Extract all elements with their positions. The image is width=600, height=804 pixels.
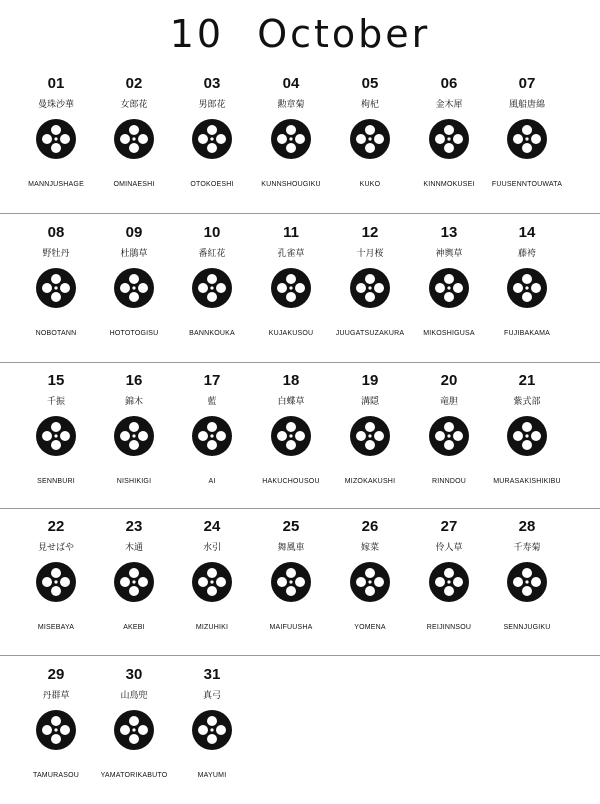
flower-kanji: 孔雀草 bbox=[277, 249, 305, 259]
mizokakushi-crest-icon bbox=[348, 414, 392, 458]
day-cell bbox=[173, 362, 251, 510]
day-number: 26 bbox=[361, 518, 379, 535]
day-cell bbox=[95, 362, 173, 510]
kinmokusei-crest-icon bbox=[427, 117, 471, 161]
flower-kanji: 女郎花 bbox=[120, 100, 148, 110]
flower-romaji: KUNNSHOUGIKU bbox=[261, 181, 321, 188]
yamatorikabuto-crest-icon bbox=[112, 708, 156, 752]
senburi-crest-icon bbox=[34, 414, 78, 458]
flower-kanji: 番紅花 bbox=[198, 249, 226, 259]
day-number: 06 bbox=[440, 75, 458, 92]
maifuusha-crest-icon bbox=[269, 560, 313, 604]
day-number: 08 bbox=[47, 224, 65, 241]
flower-kanji: 藤袴 bbox=[517, 249, 536, 259]
day-number: 11 bbox=[283, 224, 299, 241]
day-cell bbox=[331, 362, 409, 510]
yomena-crest-icon bbox=[348, 560, 392, 604]
hakuchousou-crest-icon bbox=[269, 414, 313, 458]
day-number: 30 bbox=[125, 666, 143, 683]
day-cell bbox=[173, 214, 251, 362]
day-cell bbox=[17, 508, 95, 656]
flower-romaji: SENNJUGIKU bbox=[503, 624, 551, 631]
day-number: 20 bbox=[440, 372, 458, 389]
flower-romaji: MIKOSHIGUSA bbox=[423, 330, 475, 337]
day-cell bbox=[331, 65, 409, 213]
flower-romaji: YAMATORIKABUTO bbox=[100, 772, 168, 779]
flower-romaji: SENNBURI bbox=[37, 478, 75, 485]
kujakusou-crest-icon bbox=[269, 266, 313, 310]
flower-kanji: 千振 bbox=[46, 397, 65, 407]
flower-kanji: 山鳥兜 bbox=[120, 691, 148, 701]
day-cell bbox=[95, 656, 173, 804]
week-row bbox=[0, 508, 600, 656]
day-cell bbox=[252, 214, 330, 362]
day-number: 10 bbox=[203, 224, 221, 241]
day-cell bbox=[410, 214, 488, 362]
flower-romaji: BANNKOUKA bbox=[189, 330, 235, 337]
hototogisu-crest-icon bbox=[112, 266, 156, 310]
week-row bbox=[0, 214, 600, 362]
rindou-crest-icon bbox=[427, 414, 471, 458]
day-number: 13 bbox=[440, 224, 458, 241]
flower-romaji: KINNMOKUSEI bbox=[423, 181, 475, 188]
day-cell bbox=[252, 508, 330, 656]
flower-kanji: 男郎花 bbox=[198, 100, 226, 110]
flower-romaji: MIZOKAKUSHI bbox=[344, 478, 396, 485]
day-number: 16 bbox=[125, 372, 143, 389]
nobotan-crest-icon bbox=[34, 266, 78, 310]
manjushage-crest-icon bbox=[34, 117, 78, 161]
flower-romaji: JUUGATSUZAKURA bbox=[335, 330, 405, 337]
day-number: 25 bbox=[282, 518, 300, 535]
day-number: 21 bbox=[518, 372, 536, 389]
ai-crest-icon bbox=[190, 414, 234, 458]
day-cell bbox=[17, 65, 95, 213]
day-cell bbox=[17, 656, 95, 804]
flower-kanji: 十月桜 bbox=[356, 249, 384, 259]
day-cell bbox=[410, 65, 488, 213]
title-month: October bbox=[257, 12, 431, 56]
fuusentouwata-crest-icon bbox=[505, 117, 549, 161]
flower-kanji: 勲章菊 bbox=[277, 100, 305, 110]
flower-romaji: MISEBAYA bbox=[37, 624, 75, 631]
flower-kanji: 藍 bbox=[207, 397, 217, 407]
flower-romaji: MAYUMI bbox=[197, 772, 227, 779]
flower-romaji: OMINAESHI bbox=[113, 181, 155, 188]
flower-romaji: OTOKOESHI bbox=[190, 181, 234, 188]
flower-kanji: 真弓 bbox=[202, 691, 221, 701]
day-cell bbox=[173, 656, 251, 804]
day-cell bbox=[488, 65, 566, 213]
flower-kanji: 丹群草 bbox=[42, 691, 70, 701]
day-number: 03 bbox=[203, 75, 221, 92]
flower-romaji: MANNJUSHAGE bbox=[28, 181, 84, 188]
mayumi-crest-icon bbox=[190, 708, 234, 752]
flower-kanji: 杜鵑草 bbox=[120, 249, 148, 259]
flower-kanji: 枸杞 bbox=[360, 100, 379, 110]
reijinsou-crest-icon bbox=[427, 560, 471, 604]
day-cell bbox=[488, 508, 566, 656]
day-number: 29 bbox=[47, 666, 65, 683]
day-cell bbox=[95, 214, 173, 362]
day-cell bbox=[331, 508, 409, 656]
day-number: 24 bbox=[203, 518, 221, 535]
day-cell bbox=[17, 214, 95, 362]
day-number: 14 bbox=[518, 224, 536, 241]
day-number: 31 bbox=[203, 666, 221, 683]
flower-kanji: 伶人草 bbox=[435, 543, 463, 553]
misebaya-crest-icon bbox=[34, 560, 78, 604]
juugatsuzakura-crest-icon bbox=[348, 266, 392, 310]
day-number: 28 bbox=[518, 518, 536, 535]
flower-kanji: 木通 bbox=[124, 543, 143, 553]
day-number: 04 bbox=[282, 75, 300, 92]
flower-romaji: AI bbox=[208, 478, 216, 485]
day-cell bbox=[173, 508, 251, 656]
flower-romaji: FUJIBAKAMA bbox=[504, 330, 550, 337]
kunshougiku-crest-icon bbox=[269, 117, 313, 161]
flower-romaji: REIJINNSOU bbox=[426, 624, 472, 631]
akebi-crest-icon bbox=[112, 560, 156, 604]
page-title bbox=[0, 12, 600, 56]
flower-kanji: 紫式部 bbox=[513, 397, 541, 407]
kuko-crest-icon bbox=[348, 117, 392, 161]
murasakishikibu-crest-icon bbox=[505, 414, 549, 458]
flower-kanji: 竜胆 bbox=[439, 397, 458, 407]
flower-romaji: NISHIKIGI bbox=[116, 478, 152, 485]
day-cell bbox=[488, 214, 566, 362]
title-day: 10 bbox=[169, 12, 225, 56]
flower-kanji: 溝隠 bbox=[360, 397, 379, 407]
week-row bbox=[0, 362, 600, 510]
flower-romaji: FUUSENNTOUWATA bbox=[491, 181, 563, 188]
tamurasou-crest-icon bbox=[34, 708, 78, 752]
day-number: 18 bbox=[282, 372, 300, 389]
day-number: 23 bbox=[125, 518, 143, 535]
flower-kanji: 嫁菜 bbox=[360, 543, 379, 553]
flower-kanji: 錦木 bbox=[124, 397, 143, 407]
day-cell bbox=[173, 65, 251, 213]
flower-romaji: YOMENA bbox=[354, 624, 386, 631]
day-number: 15 bbox=[47, 372, 65, 389]
flower-romaji: HOTOTOGISU bbox=[109, 330, 159, 337]
flower-kanji: 見せばや bbox=[37, 543, 74, 553]
day-number: 12 bbox=[361, 224, 379, 241]
flower-romaji: MURASAKISHIKIBU bbox=[493, 478, 561, 485]
day-number: 02 bbox=[125, 75, 143, 92]
flower-kanji: 風船唐綿 bbox=[508, 100, 545, 110]
day-number: 05 bbox=[361, 75, 379, 92]
otokoeshi-crest-icon bbox=[190, 117, 234, 161]
day-cell bbox=[95, 65, 173, 213]
mikoshigusa-crest-icon bbox=[427, 266, 471, 310]
flower-romaji: KUJAKUSOU bbox=[268, 330, 314, 337]
senjugiku-crest-icon bbox=[505, 560, 549, 604]
flower-romaji: MIZUHIKI bbox=[195, 624, 229, 631]
day-cell bbox=[410, 508, 488, 656]
day-cell bbox=[95, 508, 173, 656]
flower-romaji: TAMURASOU bbox=[32, 772, 79, 779]
flower-kanji: 舞風車 bbox=[277, 543, 305, 553]
mizuhiki-crest-icon bbox=[190, 560, 234, 604]
day-number: 09 bbox=[125, 224, 143, 241]
flower-romaji: HAKUCHOUSOU bbox=[262, 478, 320, 485]
flower-kanji: 野牡丹 bbox=[42, 249, 70, 259]
week-row bbox=[0, 65, 600, 213]
flower-romaji: RINNDOU bbox=[431, 478, 467, 485]
day-cell bbox=[252, 65, 330, 213]
day-number: 07 bbox=[518, 75, 536, 92]
flower-kanji: 千寿菊 bbox=[513, 543, 541, 553]
flower-romaji: KUKO bbox=[359, 181, 381, 188]
day-cell bbox=[410, 362, 488, 510]
fujibakama-crest-icon bbox=[505, 266, 549, 310]
flower-kanji: 白蝶草 bbox=[277, 397, 305, 407]
flower-kanji: 金木犀 bbox=[435, 100, 463, 110]
day-number: 27 bbox=[440, 518, 458, 535]
week-row bbox=[0, 656, 600, 804]
flower-kanji: 水引 bbox=[202, 543, 221, 553]
day-cell bbox=[252, 362, 330, 510]
day-number: 17 bbox=[203, 372, 221, 389]
flower-romaji: AKEBI bbox=[123, 624, 145, 631]
day-number: 19 bbox=[361, 372, 379, 389]
day-cell bbox=[331, 214, 409, 362]
nishikigi-crest-icon bbox=[112, 414, 156, 458]
day-cell bbox=[17, 362, 95, 510]
ominaeshi-crest-icon bbox=[112, 117, 156, 161]
flower-romaji: NOBOTANN bbox=[35, 330, 77, 337]
flower-kanji: 神輿草 bbox=[435, 249, 463, 259]
flower-kanji: 曼珠沙華 bbox=[37, 100, 74, 110]
day-number: 22 bbox=[47, 518, 65, 535]
flower-romaji: MAIFUUSHA bbox=[269, 624, 313, 631]
bankouka-crest-icon bbox=[190, 266, 234, 310]
day-number: 01 bbox=[47, 75, 65, 92]
day-cell bbox=[488, 362, 566, 510]
